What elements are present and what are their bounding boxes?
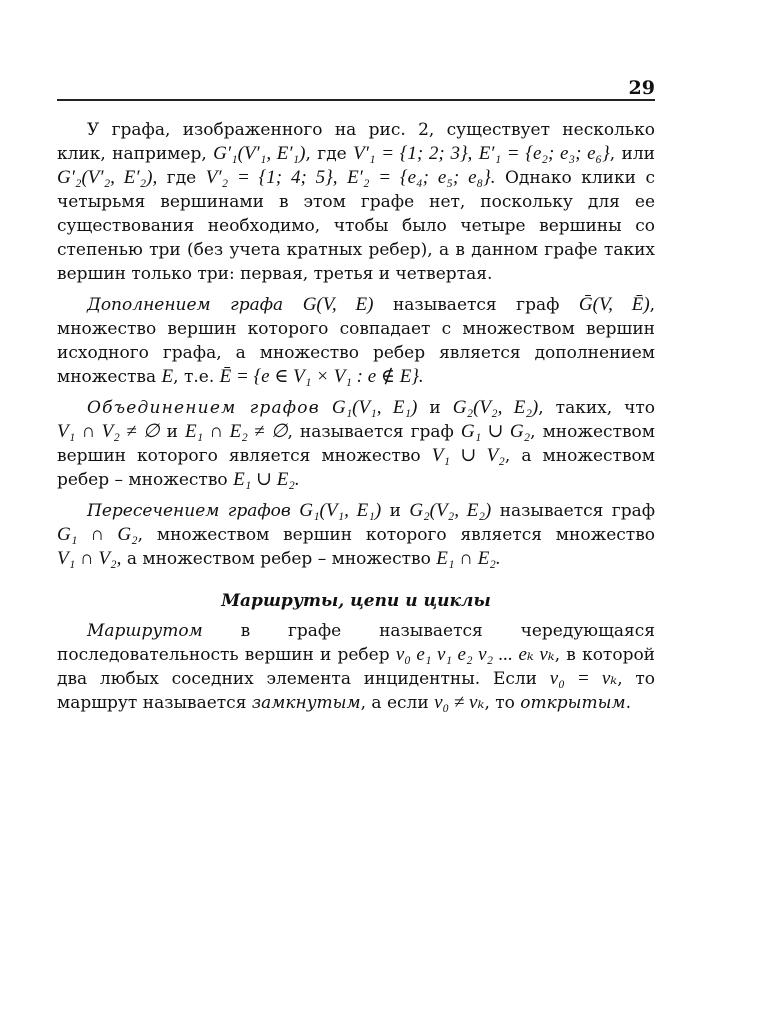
formula: V₁ ∪ V₂ [431, 445, 505, 466]
paragraph-complement [57, 293, 655, 389]
paragraph-union [57, 396, 655, 492]
text: , а множеством ребер – множество [57, 446, 655, 490]
text: а множеством ребер – множество [126, 549, 431, 569]
term: Пересечением графов [87, 501, 291, 521]
paragraph-cliques [57, 118, 655, 286]
term: Дополнением графа [87, 295, 284, 315]
term: Объединением графов [87, 398, 320, 418]
text: , называется граф [287, 422, 454, 442]
formula: G′₂(V′₂, E′₂), [57, 167, 158, 188]
header-rule [57, 99, 655, 101]
text: называется граф [499, 501, 656, 521]
text: , множество вершин которого совпадает с множеством вершин исходного графа, а множество ребер является дополнением множества [57, 295, 656, 387]
formula: E₁ ∪ E₂. [233, 469, 300, 490]
formula: V′₁ = {1; 2; 3}, [353, 143, 473, 164]
text: , множеством вершин которого является множество [137, 525, 655, 545]
text: , где [305, 144, 347, 164]
formula: E′₁ = {e₂; e₃; e₆} [478, 143, 610, 164]
formula: V₁ ∩ V₂ ≠ ∅ [57, 421, 160, 442]
formula: G₁(V₁, E₁) [331, 397, 418, 418]
text: У графа, изображенного на рис. 2, существует несколько клик, например, [57, 120, 655, 164]
formula: E′₂ = {e₄; e₅; e₈}. [347, 167, 496, 188]
paragraph-intersection [57, 499, 655, 571]
text: и [389, 501, 401, 521]
text: Однако клики с четырьмя вершинами в этом графе нет, поскольку для ее существования необходимо, чтобы было четыре вершины со степенью три (без учета кратных ребер), а в данном графе таких вершин только три: первая, третья и четвертая. [57, 168, 656, 284]
formula: G₂(V₂, E₂) [409, 500, 492, 521]
paragraph-walk [57, 619, 655, 715]
section-heading: Маршруты, цепи и циклы [221, 591, 491, 611]
formula: V₁ ∩ V₂, [57, 548, 122, 569]
page-body [57, 118, 655, 715]
text: . [625, 693, 631, 713]
formula: E₁ ∩ E₂. [436, 548, 501, 569]
formula: G₁(V₁, E₁) [299, 500, 382, 521]
text: , множеством вершин которого является множество [57, 422, 656, 466]
text: называется граф [392, 295, 560, 315]
text: , т.е. [173, 367, 215, 387]
text: , таких, что [538, 398, 656, 418]
text: и [166, 422, 178, 442]
formula: E [161, 366, 174, 387]
formula: G(V, E) [302, 294, 374, 315]
formula: v₀ ≠ vₖ [434, 692, 485, 713]
text: в графе называется чередующаяся последовательность вершин и ребер [57, 621, 655, 665]
text: , в которой два любых соседних элемента инцидентны. Если [57, 645, 656, 689]
text: , то маршрут называется [57, 669, 656, 713]
text: , а если [360, 693, 429, 713]
formula: E₁ ∩ E₂ ≠ ∅ [184, 421, 288, 442]
formula: V′₂ = {1; 4; 5}, [205, 167, 338, 188]
term: Маршрутом [87, 621, 203, 641]
formula: G₁ ∩ G₂ [57, 524, 138, 545]
text: где [166, 168, 197, 188]
book-page [57, 72, 655, 972]
term: открытым [520, 693, 626, 713]
formula: v₀ = vₖ [549, 668, 618, 689]
formula: Ḡ(V, Ē) [578, 294, 650, 315]
formula: v₀ e₁ v₁ e₂ v₂ ... eₖ vₖ [395, 644, 555, 665]
term: замкнутым [251, 693, 361, 713]
formula: G′₁(V′₁, E′₁) [213, 143, 306, 164]
formula: G₁ ∪ G₂ [460, 421, 531, 442]
text: , то [484, 693, 515, 713]
text: , или [609, 144, 656, 164]
page-number: 29 [628, 77, 655, 99]
text: и [429, 398, 441, 418]
formula: Ē = {e ∈ V₁ × V₁ : e ∉ E}. [219, 366, 424, 387]
formula: G₂(V₂, E₂) [452, 397, 539, 418]
